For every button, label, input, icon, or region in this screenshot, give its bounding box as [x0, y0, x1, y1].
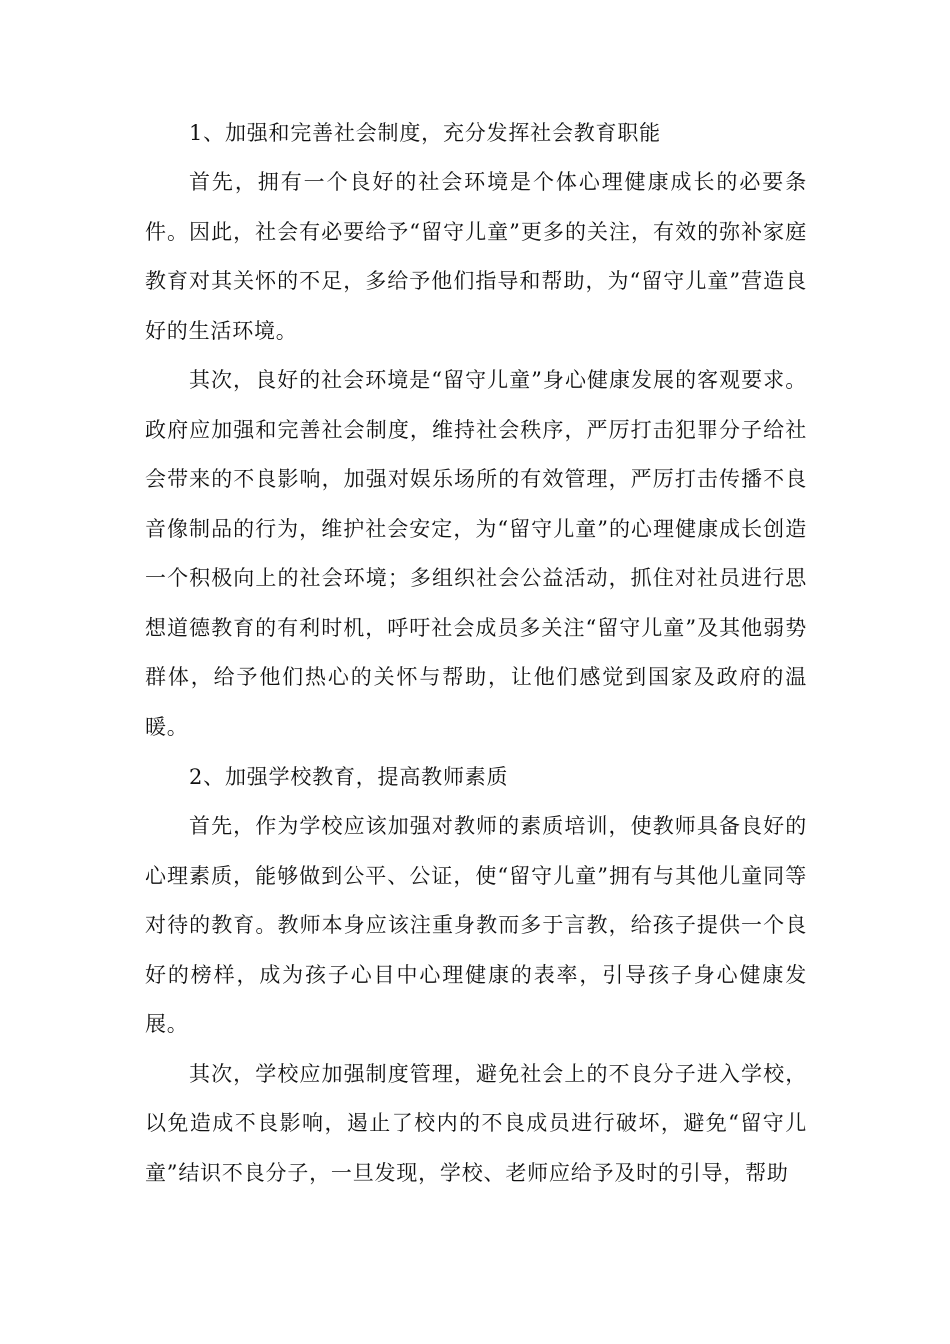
section-2-heading: 2、加强学校教育，提高教师素质: [189, 765, 509, 789]
document-page: [145, 108, 807, 1198]
section-1-paragraph-1: 首先，拥有一个良好的社会环境是个体心理健康成长的必要条件。因此，社会有必要给予“留守儿童”更多的关注，有效的弥补家庭教育对其关怀的不足，多给予他们指导和帮助，为“留守儿童”营造良好的生活环境。: [145, 170, 807, 343]
section-2-paragraph-2: 其次，学校应加强制度管理，避免社会上的不良分子进入学校，以免造成不良影响，遏止了校内的不良成员进行破坏，避免“留守儿童”结识不良分子，一旦发现，学校、老师应给予及时的引导，帮助: [145, 1061, 807, 1185]
section-1-heading: 1、加强和完善社会制度，充分发挥社会教育职能: [189, 121, 661, 145]
section-2-paragraph-1: 首先，作为学校应该加强对教师的素质培训，使教师具备良好的心理素质，能够做到公平、公证，使“留守儿童”拥有与其他儿童同等对待的教育。教师本身应该注重身教而多于言教，给孩子提供一个良好的榜样，成为孩子心目中心理健康的表率，引导孩子身心健康发展。: [145, 814, 807, 1036]
section-1-paragraph-2: 其次，良好的社会环境是“留守儿童”身心健康发展的客观要求。政府应加强和完善社会制度，维持社会秩序，严厉打击犯罪分子给社会带来的不良影响，加强对娱乐场所的有效管理，严厉打击传播不良音像制品的行为，维护社会安定，为“留守儿童”的心理健康成长创造一个积极向上的社会环境；多组织社会公益活动，抓住对社员进行思想道德教育的有利时机，呼吁社会成员多关注“留守儿童”及其他弱势群体，给予他们热心的关怀与帮助，让他们感觉到国家及政府的温暖。: [145, 368, 807, 739]
